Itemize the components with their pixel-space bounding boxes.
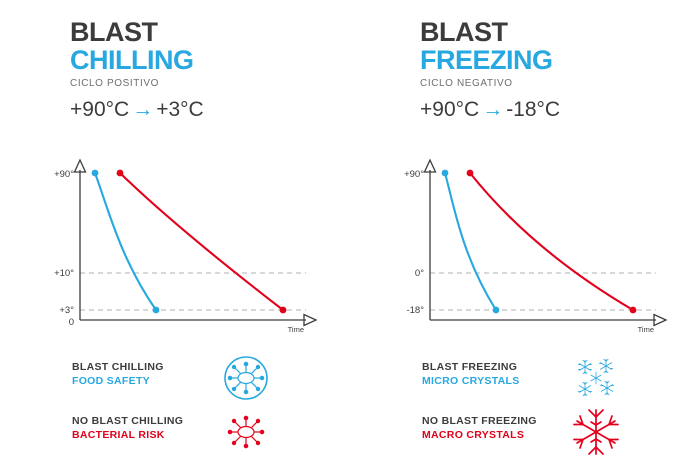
chart-blast-chilling [38, 148, 328, 338]
legend-text [72, 360, 212, 388]
legend-item-food-safety [72, 356, 342, 400]
title-line2: FREEZING [420, 45, 553, 75]
xaxis-label: Time [637, 325, 654, 334]
micro-crystals-blue-icon [570, 352, 622, 404]
temp-to: -18°C [506, 98, 561, 121]
legend-line2: MICRO CRYSTALS [422, 375, 520, 387]
temp-from: +90°C [420, 98, 480, 121]
point-end-red [280, 307, 287, 314]
heading-blast-chilling [70, 18, 330, 122]
point-start-blue [92, 170, 99, 177]
ytick-10: +10° [54, 268, 74, 279]
legend-text [72, 414, 212, 442]
title-line1: BLAST [420, 17, 508, 47]
legend-line1: NO BLAST CHILLING [72, 415, 184, 427]
temp-to: +3°C [156, 98, 204, 121]
point-end-red [630, 307, 637, 314]
bacteria-crossed-blue-icon [220, 352, 272, 404]
legend-line2: FOOD SAFETY [72, 375, 150, 387]
legend-blast-freezing [422, 356, 692, 454]
heading-blast-freezing [420, 18, 680, 122]
macro-crystal-red-icon [570, 406, 622, 458]
point-start-blue [442, 170, 449, 177]
ytick-0: 0° [414, 268, 424, 279]
legend-text [422, 360, 562, 388]
point-end-blue [153, 307, 160, 314]
temperature-range [420, 98, 680, 122]
subtitle: CICLO NEGATIVO [420, 78, 513, 89]
legend-item-bacterial-risk [72, 410, 342, 454]
arrow-icon: → [482, 98, 504, 121]
xaxis-label: Time [287, 325, 304, 334]
legend-item-micro-crystals [422, 356, 692, 400]
ytick-90: +90° [54, 169, 74, 180]
legend-text [422, 414, 562, 442]
title-line1: BLAST [70, 17, 158, 47]
subtitle: CICLO POSITIVO [70, 78, 159, 89]
legend-line1: BLAST FREEZING [422, 361, 518, 373]
bacteria-red-icon [220, 406, 272, 458]
curve-no-blast-chilling [120, 173, 283, 310]
ytick-minus18: -18° [406, 305, 424, 316]
curve-no-blast-freezing [470, 173, 633, 310]
point-start-red [467, 170, 474, 177]
point-end-blue [493, 307, 500, 314]
point-start-red [117, 170, 124, 177]
legend-blast-chilling [72, 356, 342, 454]
ytick-0: 0 [68, 317, 74, 328]
title-line2: CHILLING [70, 45, 194, 75]
arrow-icon: → [132, 98, 154, 121]
chart-blast-freezing [388, 148, 678, 338]
legend-line2: BACTERIAL RISK [72, 429, 165, 441]
legend-line1: NO BLAST FREEZING [422, 415, 537, 427]
temp-from: +90°C [70, 98, 130, 121]
legend-line2: MACRO CRYSTALS [422, 429, 525, 441]
curve-blast-chilling [95, 173, 156, 310]
legend-item-macro-crystals [422, 410, 692, 454]
panel-blast-freezing [350, 0, 700, 463]
legend-line1: BLAST CHILLING [72, 361, 164, 373]
ytick-3: +3° [59, 305, 74, 316]
ytick-90: +90° [404, 169, 424, 180]
temperature-range [70, 98, 330, 122]
